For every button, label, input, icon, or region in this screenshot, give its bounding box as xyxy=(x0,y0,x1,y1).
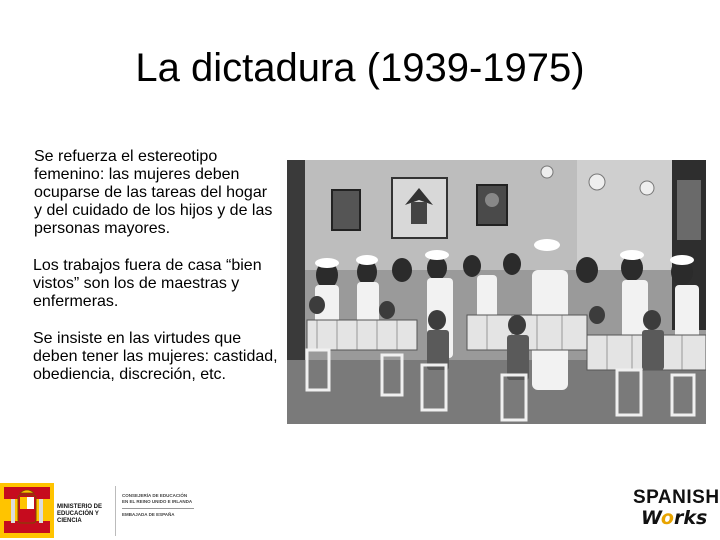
brand-o: o xyxy=(660,507,674,529)
brand-w: W xyxy=(641,507,661,529)
text-body xyxy=(33,148,278,403)
paragraph-virtues: Se insiste en las virtudes que deben tener las mujeres: castidad, obediencia, discreción, etc. xyxy=(33,330,278,383)
spanish-works-logo xyxy=(633,487,720,536)
embassy-line-3: EMBAJADA DE ESPAÑA xyxy=(122,512,175,517)
paragraph-stereotype: Se refuerza el estereotipo femenino: las mujeres deben ocuparse de las tareas del hogar y del cuidado de los hijos y de las personas mayores. xyxy=(34,148,273,237)
embassy-line-1: CONSEJERÍA DE EDUCACIÓN xyxy=(122,493,188,498)
ministry-name: MINISTERIO DE EDUCACIÓN Y CIENCIA xyxy=(57,504,103,524)
brand-rks: rks xyxy=(673,507,708,529)
embassy-line-2: EN EL REINO UNIDO E IRLANDA xyxy=(122,499,193,504)
embassy-separator xyxy=(122,508,194,509)
brand-bottom-text xyxy=(633,508,717,528)
brand-top-text: SPANISH xyxy=(633,487,720,508)
footer-divider xyxy=(115,486,116,536)
paragraph-jobs: Los trabajos fuera de casa “bien vistos” son los de maestras y enfermeras. xyxy=(33,257,262,310)
historical-photo xyxy=(287,160,706,424)
embassy-block xyxy=(122,493,198,518)
slide-title: La dictadura (1939-1975) xyxy=(135,46,585,90)
